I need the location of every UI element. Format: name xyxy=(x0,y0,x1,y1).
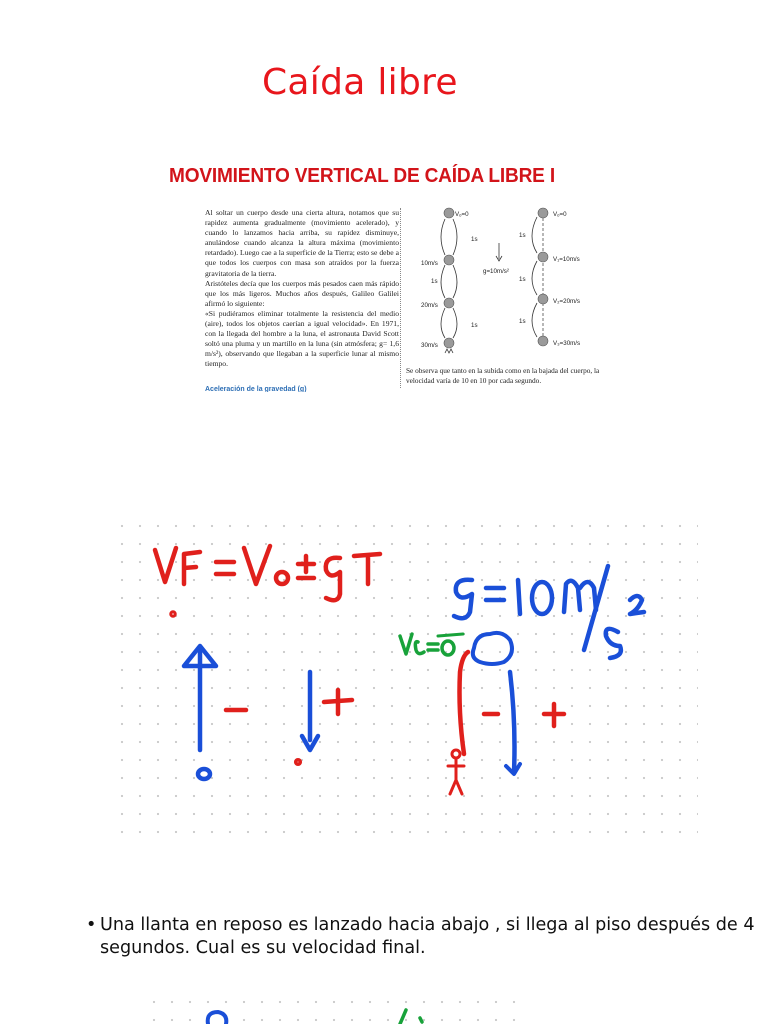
right-label: V₃=30m/s xyxy=(553,340,581,347)
figure-paragraph: «Si pudiéramos eliminar totalmente la resistencia del medio (aire), todos los objetos caerían a igual velocidad». En 1971, con la llegada del hombre a la luna, el astronauta David Scott soltó una pluma y un martillo en la luna (sin atmósfera; g= 1,6 m/s²), observando que llegaban a la superficie lunar al mismo tiempo. xyxy=(205,308,399,369)
interval-label: 1s xyxy=(519,232,526,239)
whiteboard-notes xyxy=(118,522,698,844)
textbook-figure xyxy=(163,158,603,392)
problem-text: Una llanta en reposo es lanzado hacia abajo , si llega al piso después de 4 segundos. Cual es su velocidad final. xyxy=(100,915,755,958)
figure-caption: Se observa que tanto en la subida como en la bajada del cuerpo, la velocidad varía de 10 en 10 por cada segundo. xyxy=(406,366,600,385)
problem-statement xyxy=(86,914,760,960)
interval-label: 1s xyxy=(471,322,478,329)
interval-label: 1s xyxy=(471,236,478,243)
left-label: 10m/s xyxy=(421,260,438,267)
interval-label: 1s xyxy=(431,278,438,285)
right-label: Vₒ=0 xyxy=(553,211,567,218)
free-fall-diagram xyxy=(403,203,603,363)
left-label: 20m/s xyxy=(421,302,438,309)
gravity-label: g=10m/s² xyxy=(483,268,509,275)
figure-body-text xyxy=(205,208,399,370)
figure-heading: MOVIMIENTO VERTICAL DE CAÍDA LIBRE I xyxy=(169,164,555,187)
right-column xyxy=(519,208,580,347)
bullet-dot: • xyxy=(86,915,97,935)
left-column xyxy=(421,208,478,353)
interval-label: 1s xyxy=(519,276,526,283)
figure-divider xyxy=(400,208,401,388)
interval-label: 1s xyxy=(519,318,526,325)
right-label: V₁=10m/s xyxy=(553,256,580,263)
figure-paragraph: Al soltar un cuerpo desde una cierta altura, notamos que su rapidez aumenta gradualmente (movimiento acelerado), y cuando lo lanzamos hacia arriba, su rapidez disminuye, anulándose cuando alcanza la altura máxima (movimiento retardado). Luego cae a la superficie de la Tierra; esto se debe a que todos los cuerpos con masa son atraídos por la fuerza gravitatoria de la tierra. xyxy=(205,208,399,278)
right-label: V₂=20m/s xyxy=(553,298,580,305)
figure-subheading: Aceleración de la gravedad (g) xyxy=(205,386,307,392)
gravity-arrow xyxy=(483,243,509,275)
left-label: Vₒ=0 xyxy=(455,211,469,218)
whiteboard-notes-2 xyxy=(150,998,522,1024)
dot-grid xyxy=(118,522,698,844)
left-label: 30m/s xyxy=(421,342,438,349)
slide-title: Caída libre xyxy=(262,62,458,103)
figure-paragraph: Aristóteles decía que los cuerpos más pesados caen más rápido que los más ligeros. Muchos años después, Galileo Galilei afirmó lo siguiente: xyxy=(205,278,399,308)
